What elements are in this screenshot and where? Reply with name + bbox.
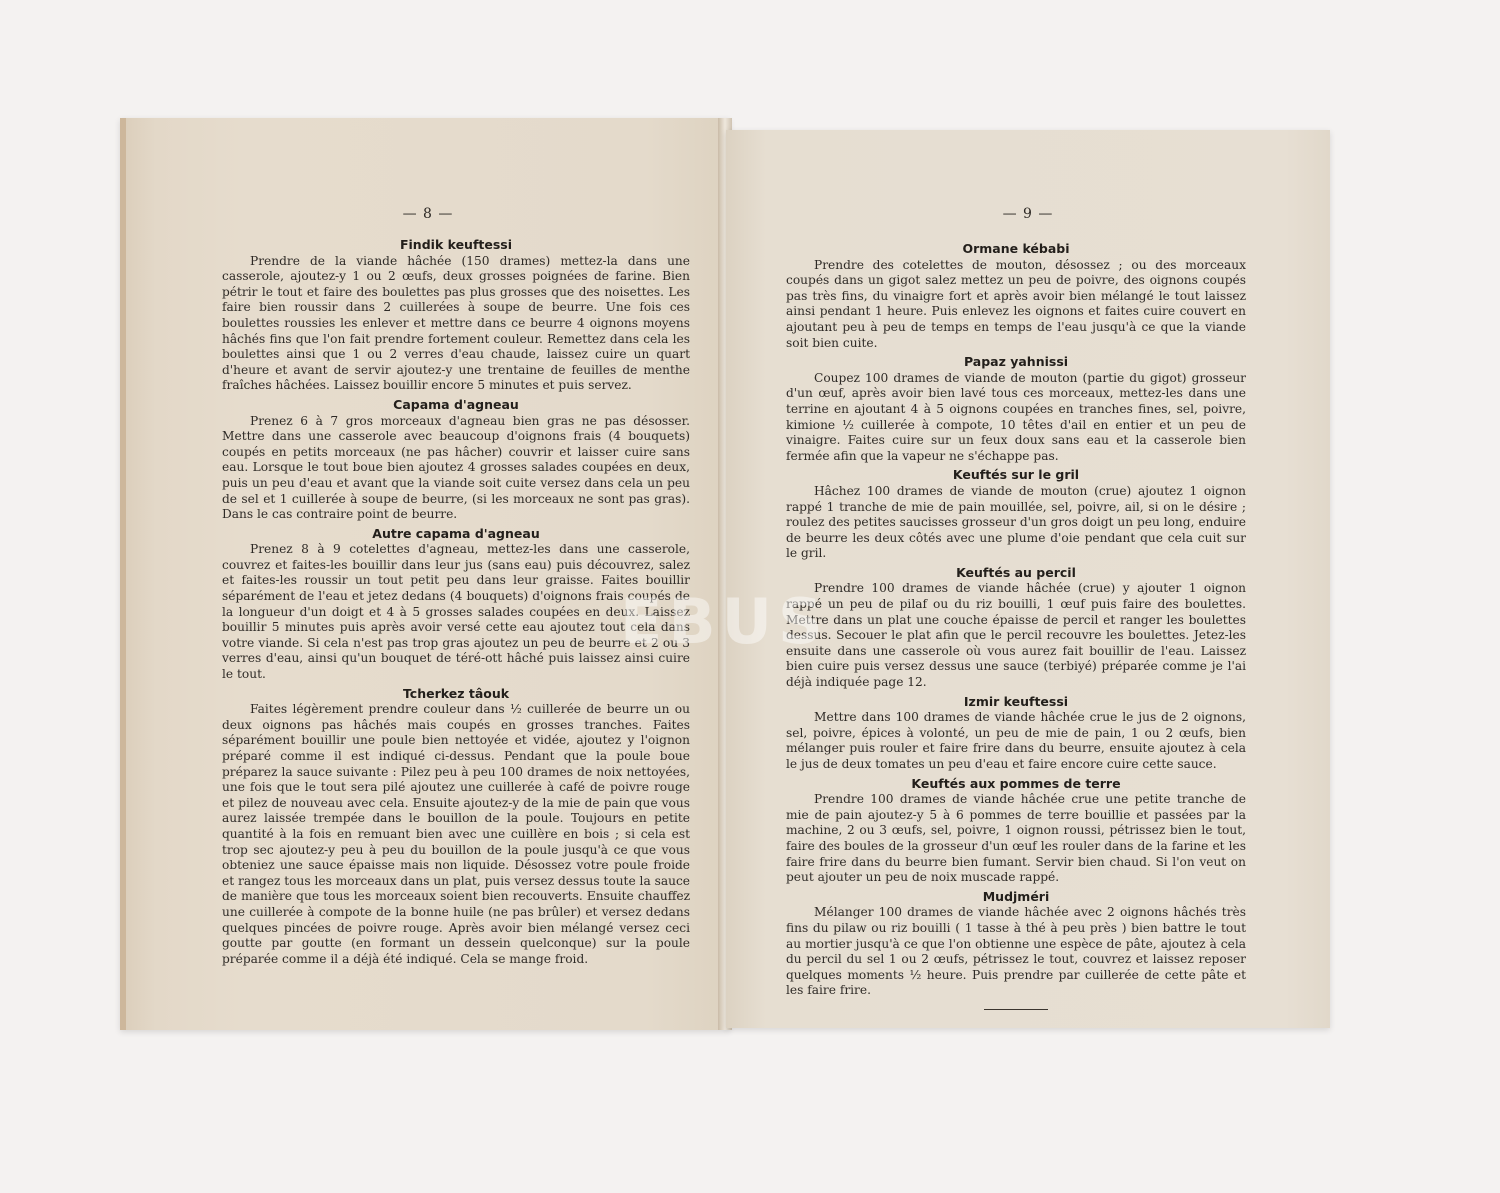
end-rule	[984, 1009, 1048, 1010]
recipe-title: Tcherkez tâouk	[402, 685, 510, 701]
watermark: EBUS	[620, 585, 829, 658]
recipe	[786, 467, 1246, 562]
recipe-body: Prendre 100 drames de viande hâchée crue une petite tranche de mie de pain ajoutez-y 5 à 6 pommes de terre bouillie et passées par la machine, 2 ou 3 œufs, sel, poivre, 1 oignon roussi, pétrissez bien le tout, faire des boules de la grosseur d'un œuf les rouler dans de la farine et les faire frire dans du beurre bien fumant. Servir bien chaud. Si l'on veut on peut ajouter un peu de noix muscade rappé.	[786, 792, 1246, 885]
recipe	[786, 354, 1246, 464]
recipe	[786, 776, 1246, 886]
right-page-text	[786, 238, 1246, 1010]
left-page	[120, 118, 730, 1030]
recipe-title: Keuftés au percil	[956, 564, 1076, 580]
recipe	[222, 237, 690, 394]
recipe-title: Capama d'agneau	[393, 396, 519, 412]
recipe	[222, 686, 690, 968]
recipe-body: Prendre 100 drames de viande hâchée (crue) y ajouter 1 oignon rappé un peu de pilaf ou du riz bouilli, 1 œuf puis faire des boulettes. Mettre dans un plat une couche épaisse de percil et ranger les boulettes dessus. Secouer le plat afin que le percil recouvre les boulettes. Jetez-les ensuite dans une casserole où vous aurez fait bouillir de l'eau. Laissez bien cuire puis versez dessus une sauce (terbiyé) préparée comme je l'ai déjà indiquée page 12.	[786, 581, 1246, 690]
recipe-body: Mettre dans 100 drames de viande hâchée crue le jus de 2 oignons, sel, poivre, épices à volonté, un peu de mie de pain, 1 ou 2 œufs, bien mélanger puis rouler et faire frire dans du beurre, ensuite ajoutez à cela le jus de deux tomates un peu d'eau et faire encore cuire cette sauce.	[786, 710, 1246, 771]
recipe	[786, 565, 1246, 691]
recipe-body: Prenez 6 à 7 gros morceaux d'agneau bien gras ne pas désosser. Mettre dans une casserole avec beaucoup d'oignons frais (4 bouquets) coupés en petits morceaux (ne pas hâcher) couvrir et laisser cuire sans eau. Lorsque le tout boue bien ajoutez 4 grosses salades coupées en deux, puis un peu d'eau et avant que la viande soit cuite versez dans cela un peu de sel et 1 cuillerée à soupe de beurre, (si les morceaux ne sont pas gras). Dans le cas contraire point de beurre.	[222, 413, 690, 522]
recipe-body: Prendre des cotelettes de mouton, désossez ; ou des morceaux coupés dans un gigot salez mettez un peu de poivre, des oignons coupés pas très fins, du vinaigre fort et après avoir bien mélangé le tout laissez ainsi pendant 1 heure. Puis enlevez les oignons et faites cuire couvert en ajoutant peu à peu de temps en temps de l'eau jusqu'à ce que la viande soit bien cuite.	[786, 257, 1246, 350]
recipe-body: Coupez 100 drames de viande de mouton (partie du gigot) grosseur d'un œuf, après avoir bien lavé tous ces morceaux, mettez-les dans une terrine en ajoutant 4 à 5 oignons coupées en tranches fines, sel, poivre, kimione ½ cuillerée à compote, 10 têtes d'ail en entier et un peu de vinaigre. Faites cuire sur un feux doux sans eau et la casserole bien fermée afin que la vapeur ne s'échappe pas.	[786, 370, 1246, 463]
recipe-title: Izmir keuftessi	[963, 693, 1069, 709]
recipe-title: Findik keuftessi	[399, 237, 513, 252]
recipe-title: Papaz yahnissi	[963, 354, 1069, 370]
recipe-title: Mudjméri	[982, 888, 1050, 904]
recipe-body: Prendre de la viande hâchée (150 drames) mettez-la dans une casserole, ajoutez-y 1 ou 2 œufs, deux grosses poignées de farine. Bien pétrir le tout et faire des boulettes pas plus grosses que des noisettes. Les faire bien roussir dans 2 cuillerées à soupe de beurre. Une fois ces boulettes roussies les enlever et mettre dans ce beurre 4 oignons moyens hâchés fins que l'on fait prendre fortement couleur. Remettez dans cela les boulettes ainsi que 1 ou 2 verres d'eau chaude, laissez cuire un quart d'heure et avant de servir ajoutez-y une trentaine de feuilles de menthe fraîches hâchées. Laissez bouillir encore 5 minutes et puis servez.	[222, 253, 690, 393]
recipe-title: Autre capama d'agneau	[372, 525, 540, 541]
recipe-title: Keuftés aux pommes de terre	[911, 775, 1121, 791]
recipe	[786, 241, 1246, 351]
recipe-body: Prenez 8 à 9 cotelettes d'agneau, mettez-les dans une casserole, couvrez et faites-les bouillir dans leur jus (sans eau) puis découvrez, salez et faites-les roussir un tout petit peu dans leur graisse. Faites bouillir séparément de l'eau et jetez dedans (4 bouquets) d'oignons frais coupés de la longueur d'un doigt et 4 à 5 grosses salades coupées en deux. Laissez bouillir 5 minutes puis après avoir versé cette eau ajoutez tout cela dans votre viande. Si cela n'est pas trop gras ajoutez un peu de beurre et 2 ou 3 verres d'eau, ainsi qu'un bouquet de téré-ott hâché puis laissez ainsi cuire le tout.	[222, 542, 690, 682]
recipe	[786, 694, 1246, 773]
recipe	[786, 889, 1246, 999]
recipe-title: Keuftés sur le gril	[952, 467, 1080, 483]
recipe-body: Mélanger 100 drames de viande hâchée avec 2 oignons hâchés très fins du pilaw ou riz bouilli ( 1 tasse à thé à peu près ) bien battre le tout au mortier jusqu'à ce que l'on obtienne une espèce de pâte, ajoutez à cela du percil du sel 1 ou 2 œufs, pétrissez le tout, couvrez et laissez reposer quelques moments ½ heure. Puis prendre par cuillerée de cette pâte et les faire frire.	[786, 905, 1246, 998]
recipe	[222, 397, 690, 523]
recipe-body: Faites légèrement prendre couleur dans ½ cuillerée de beurre un ou deux oignons pas hâchés mais coupés en grosses tranches. Faites séparément bouillir une poule bien nettoyée et vidée, ajoutez y l'oignon préparé comme il est indiqué ci-dessus. Pendant que la poule boue préparez la sauce suivante : Pilez peu à peu 100 drames de noix nettoyées, une fois que le tout sera pilé ajoutez une cuillerée à café de poivre rouge et pilez de nouveau avec cela. Ensuite ajoutez-y de la mie de pain que vous aurez laissée trempée dans le bouillon de la poule. Toujours en petite quantité à la fois en remuant bien avec une cuillère en bois ; si cela est trop sec ajoutez-y peu à peu du bouillon de la poule jusqu'à ce que vous obteniez une sauce épaisse mais non liquide. Désossez votre poule froide et rangez tous les morceaux dans un plat, puis versez dessus toute la sauce de manière que tous les morceaux soient bien recouverts. Ensuite chauffez une cuillerée à compote de la bonne huile (ne pas brûler) et versez dedans quelques pincées de poivre rouge. Après avoir bien mélangé versez ceci goutte par goutte (en formant un dessein quelconque) sur la poule préparée comme il a déjà été indiqué. Cela se mange froid.	[222, 702, 690, 966]
page-number: — 8 —	[402, 206, 454, 222]
right-page	[726, 130, 1330, 1028]
recipe-body: Hâchez 100 drames de viande de mouton (crue) ajoutez 1 oignon rappé 1 tranche de mie de pain mouillée, sel, poivre, ail, si on le désire ; roulez des petites saucisses grosseur d'un gros doigt un peu long, enduire de beurre les deux côtés avec une plume d'oie pendant que cela cuit sur le gril.	[786, 483, 1246, 561]
recipe-title: Ormane kébabi	[962, 241, 1070, 256]
page-number: — 9 —	[1002, 206, 1054, 222]
